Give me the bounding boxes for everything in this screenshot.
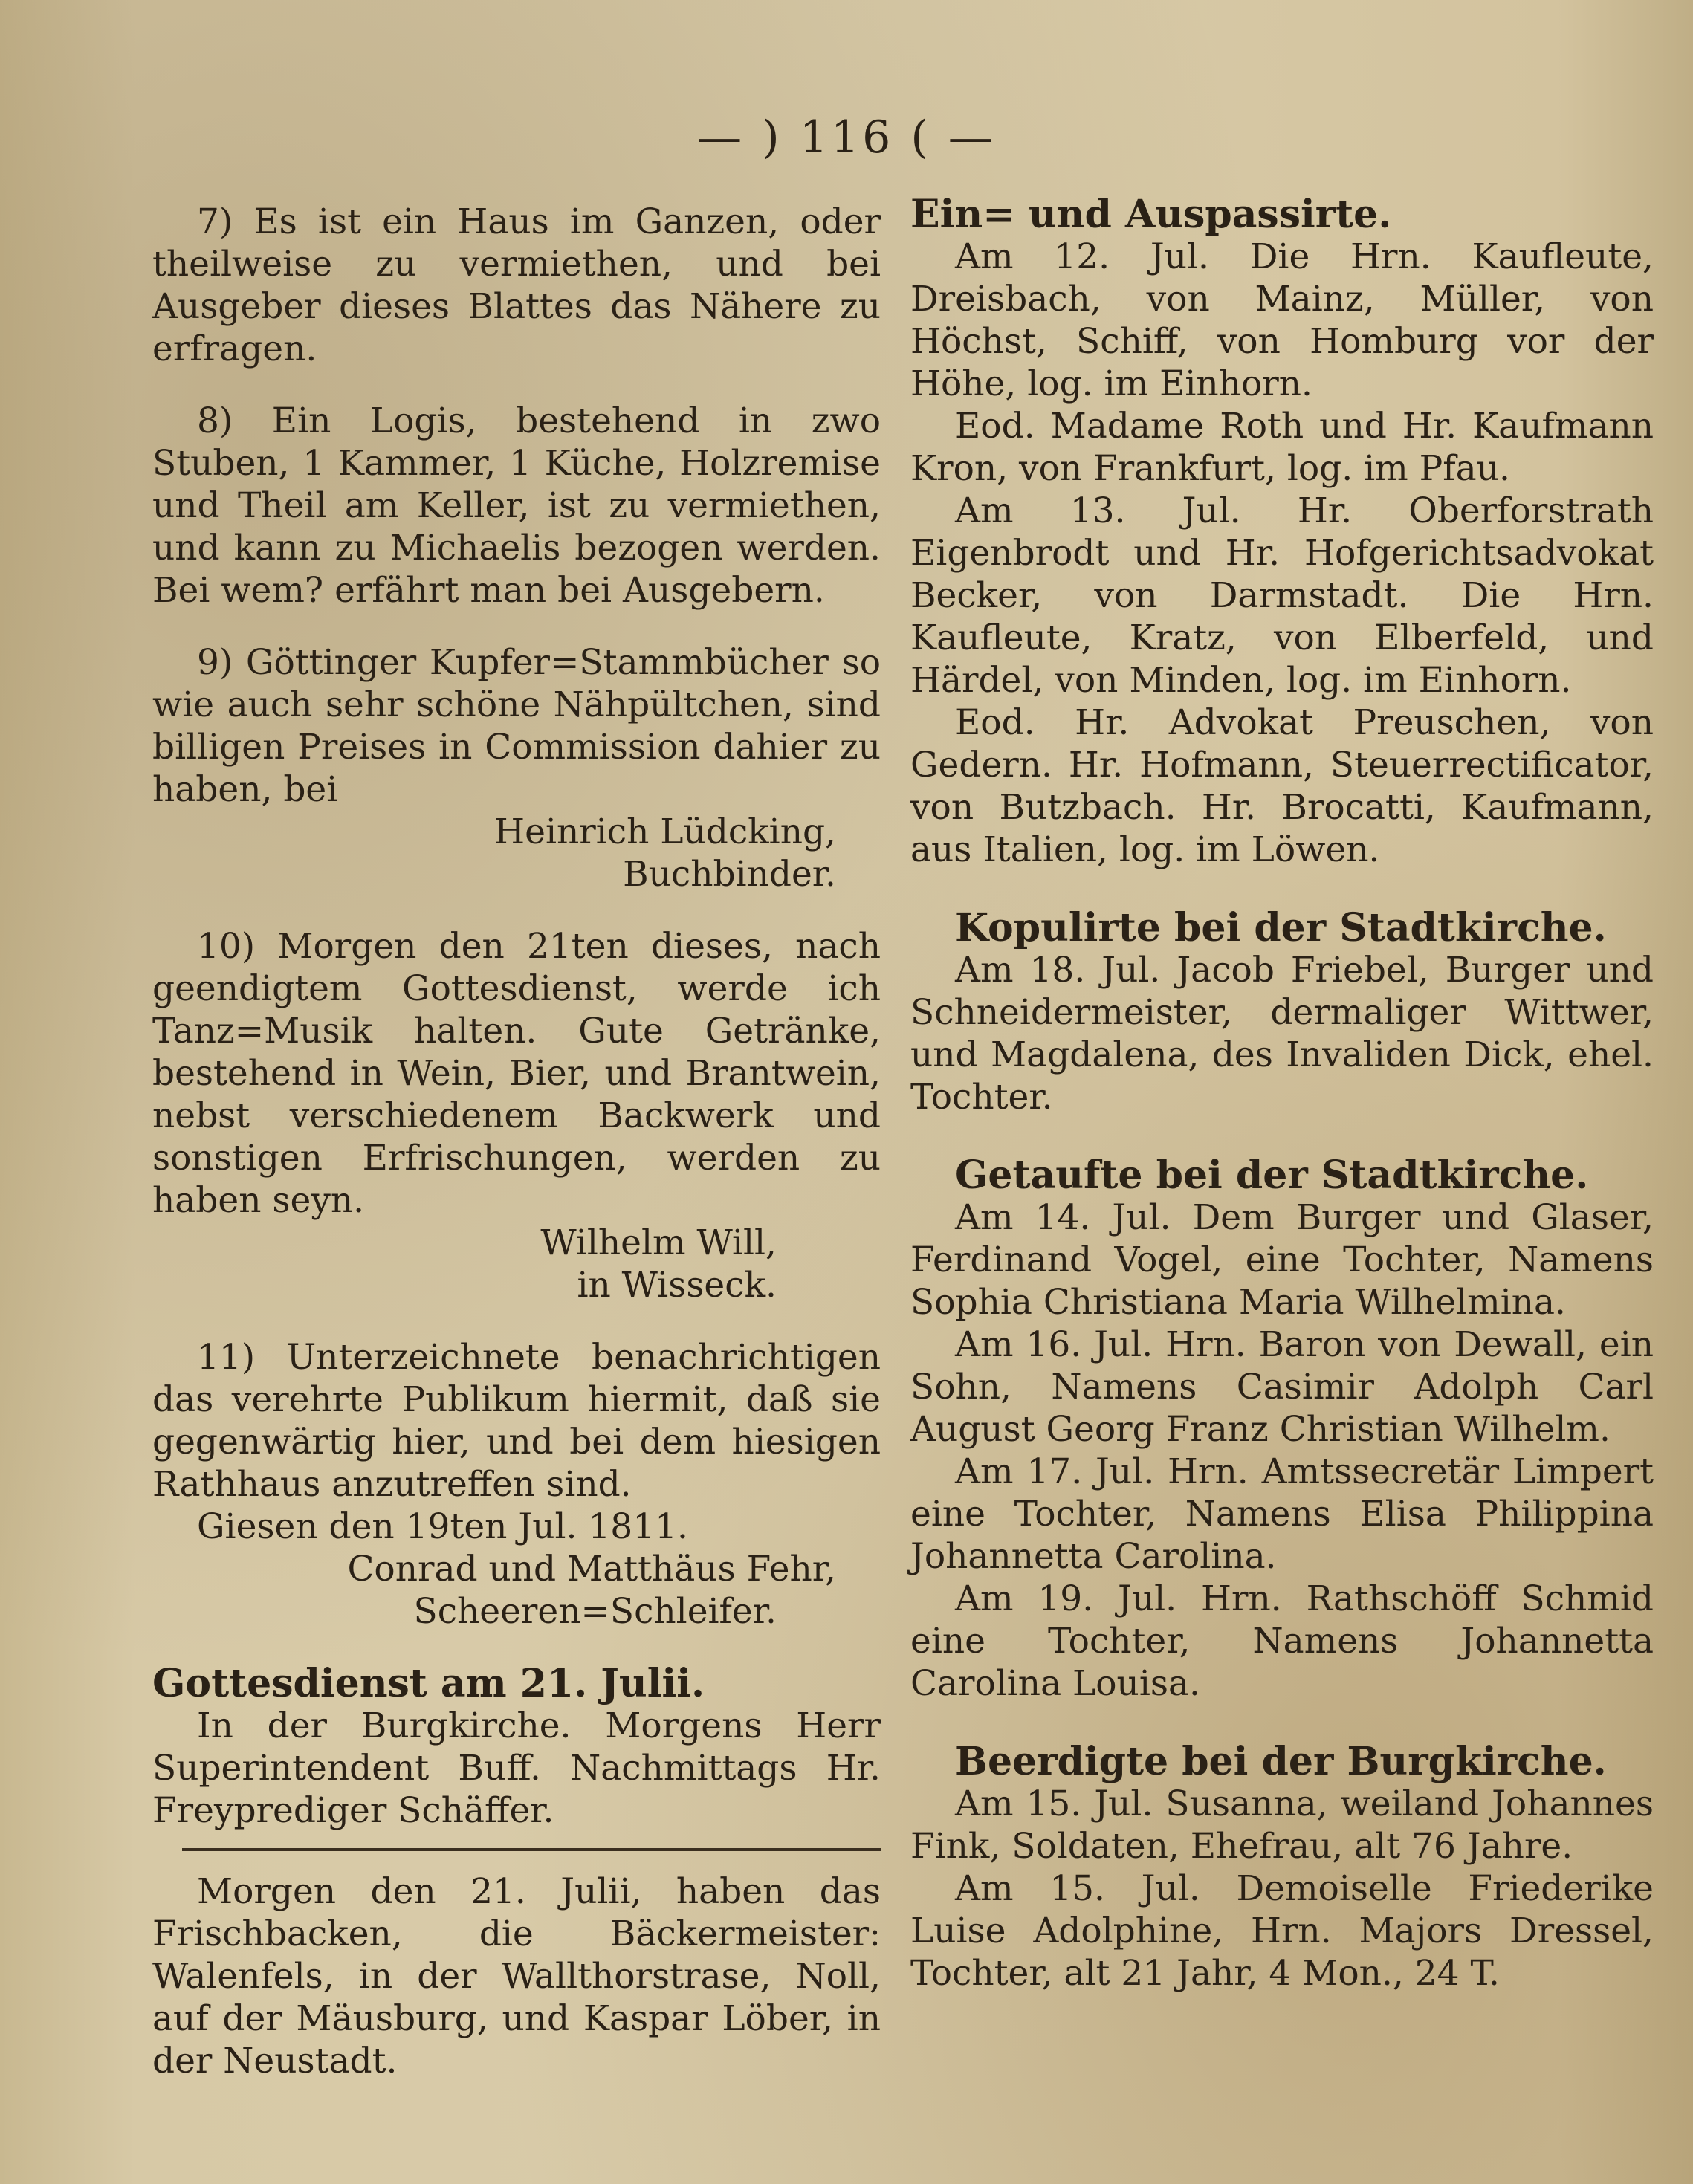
gottesdienst-section bbox=[152, 1662, 881, 1832]
kopulirte-section bbox=[910, 907, 1654, 1118]
passirte-entry: Eod. Hr. Advokat Preuschen, von Gedern. Hr. Hofmann, Steuerrectificator, von Butzbach. Hr. Brocatti, Kaufmann, aus Italien, log. im Löwen. bbox=[910, 702, 1654, 870]
left-column bbox=[152, 201, 881, 2082]
kopulirte-heading: Kopulirte bei der Stadtkirche. bbox=[955, 905, 1607, 950]
passirte-entry: Am 12. Jul. Die Hrn. Kaufleute, Dreisbach, von Mainz, Müller, von Höchst, Schiff, von Homburg vor der Höhe, log. im Einhorn. bbox=[910, 236, 1654, 404]
getaufte-section bbox=[910, 1154, 1654, 1705]
notice-7-text: 7) Es ist ein Haus im Ganzen, oder theilweise zu vermiethen, und bei Ausgeber dieses Blattes das Nähere zu erfragen. bbox=[152, 201, 881, 369]
beerdigte-entry: Am 15. Jul. Susanna, weiland Johannes Fink, Soldaten, Ehefrau, alt 76 Jahre. bbox=[910, 1783, 1654, 1867]
kopulirte-entry: Am 18. Jul. Jacob Friebel, Burger und Schneidermeister, dermaliger Wittwer, und Magdalena, des Invaliden Dick, ehel. Tochter. bbox=[910, 950, 1654, 1118]
passirte-heading: Ein= und Auspassirte. bbox=[910, 192, 1392, 237]
getaufte-entry: Am 19. Jul. Hrn. Rathschöff Schmid eine Tochter, Namens Johannetta Carolina Louisa. bbox=[910, 1578, 1654, 1704]
notice-9-signature-name: Heinrich Lüdcking, bbox=[494, 811, 836, 852]
notice-9-text: 9) Göttinger Kupfer=Stammbücher so wie auch sehr schöne Nähpültchen, sind billigen Preises in Commission dahier zu haben, bei bbox=[152, 642, 881, 810]
notice-11-signature-name: Conrad und Matthäus Fehr, bbox=[347, 1549, 836, 1590]
gottesdienst-text: In der Burgkirche. Morgens Herr Superintendent Buff. Nachmittags Hr. Freyprediger Schäffer. bbox=[152, 1705, 881, 1831]
notice-7 bbox=[152, 201, 881, 370]
notice-11 bbox=[152, 1336, 881, 1633]
page-number: — ) 116 ( — bbox=[697, 111, 996, 163]
getaufte-entry: Am 14. Jul. Dem Burger und Glaser, Ferdinand Vogel, eine Tochter, Namens Sophia Christiana Maria Wilhelmina. bbox=[910, 1197, 1654, 1323]
beerdigte-heading: Beerdigte bei der Burgkirche. bbox=[955, 1739, 1607, 1784]
notice-9 bbox=[152, 641, 881, 895]
gottesdienst-heading: Gottesdienst am 21. Julii. bbox=[152, 1661, 705, 1706]
notice-11-date: Giesen den 19ten Jul. 1811. bbox=[197, 1506, 688, 1547]
notice-10-signature-place: in Wisseck. bbox=[577, 1265, 777, 1306]
baecker-text: Morgen den 21. Julii, haben das Frischbacken, die Bäckermeister: Walenfels, in der Wallthorstrase, Noll, auf der Mäusburg, und Kaspar Löber, in der Neustadt. bbox=[152, 1871, 881, 2081]
getaufte-entry: Am 16. Jul. Hrn. Baron von Dewall, ein Sohn, Namens Casimir Adolph Carl August Georg Franz Christian Wilhelm. bbox=[910, 1324, 1654, 1450]
notice-11-signature-title: Scheeren=Schleifer. bbox=[413, 1591, 777, 1632]
notice-11-text: 11) Unterzeichnete benachrichtigen das verehrte Publikum hiermit, daß sie gegenwärtig hier, und bei dem hiesigen Rathhaus anzutreffen sind. bbox=[152, 1337, 881, 1505]
notice-10 bbox=[152, 925, 881, 1306]
section-divider bbox=[182, 1848, 881, 1851]
baecker-notice bbox=[152, 1870, 881, 2082]
notice-8 bbox=[152, 400, 881, 612]
passirte-section bbox=[910, 193, 1654, 871]
notice-10-text: 10) Morgen den 21ten dieses, nach geendigtem Gottesdienst, werde ich Tanz=Musik halten. Gute Getränke, bestehend in Wein, Bier, und Brantwein, nebst verschiedenem Backwerk und sonstigen Erfrischungen, werden zu haben seyn. bbox=[152, 926, 881, 1221]
passirte-entry: Eod. Madame Roth und Hr. Kaufmann Kron, von Frankfurt, log. im Pfau. bbox=[910, 406, 1654, 489]
notice-9-signature-title: Buchbinder. bbox=[623, 854, 836, 895]
beerdigte-section bbox=[910, 1740, 1654, 1995]
notice-8-text: 8) Ein Logis, bestehend in zwo Stuben, 1 Kammer, 1 Küche, Holzremise und Theil am Keller, ist zu vermiethen, und kann zu Michaelis bezogen werden. Bei wem? erfährt man bei Ausgebern. bbox=[152, 401, 881, 611]
beerdigte-entry: Am 15. Jul. Demoiselle Friederike Luise Adolphine, Hrn. Majors Dressel, Tochter, alt 21 Jahr, 4 Mon., 24 T. bbox=[910, 1868, 1654, 1994]
passirte-entry: Am 13. Jul. Hr. Oberforstrath Eigenbrodt und Hr. Hofgerichtsadvokat Becker, von Darmstadt. Die Hrn. Kaufleute, Kratz, von Elberfeld, und Härdel, von Minden, log. im Einhorn. bbox=[910, 490, 1654, 701]
notice-10-signature-name: Wilhelm Will, bbox=[540, 1222, 777, 1263]
getaufte-heading: Getaufte bei der Stadtkirche. bbox=[955, 1153, 1589, 1198]
right-column bbox=[910, 193, 1654, 1995]
getaufte-entry: Am 17. Jul. Hrn. Amtssecretär Limpert eine Tochter, Namens Elisa Philippina Johannetta Carolina. bbox=[910, 1451, 1654, 1577]
